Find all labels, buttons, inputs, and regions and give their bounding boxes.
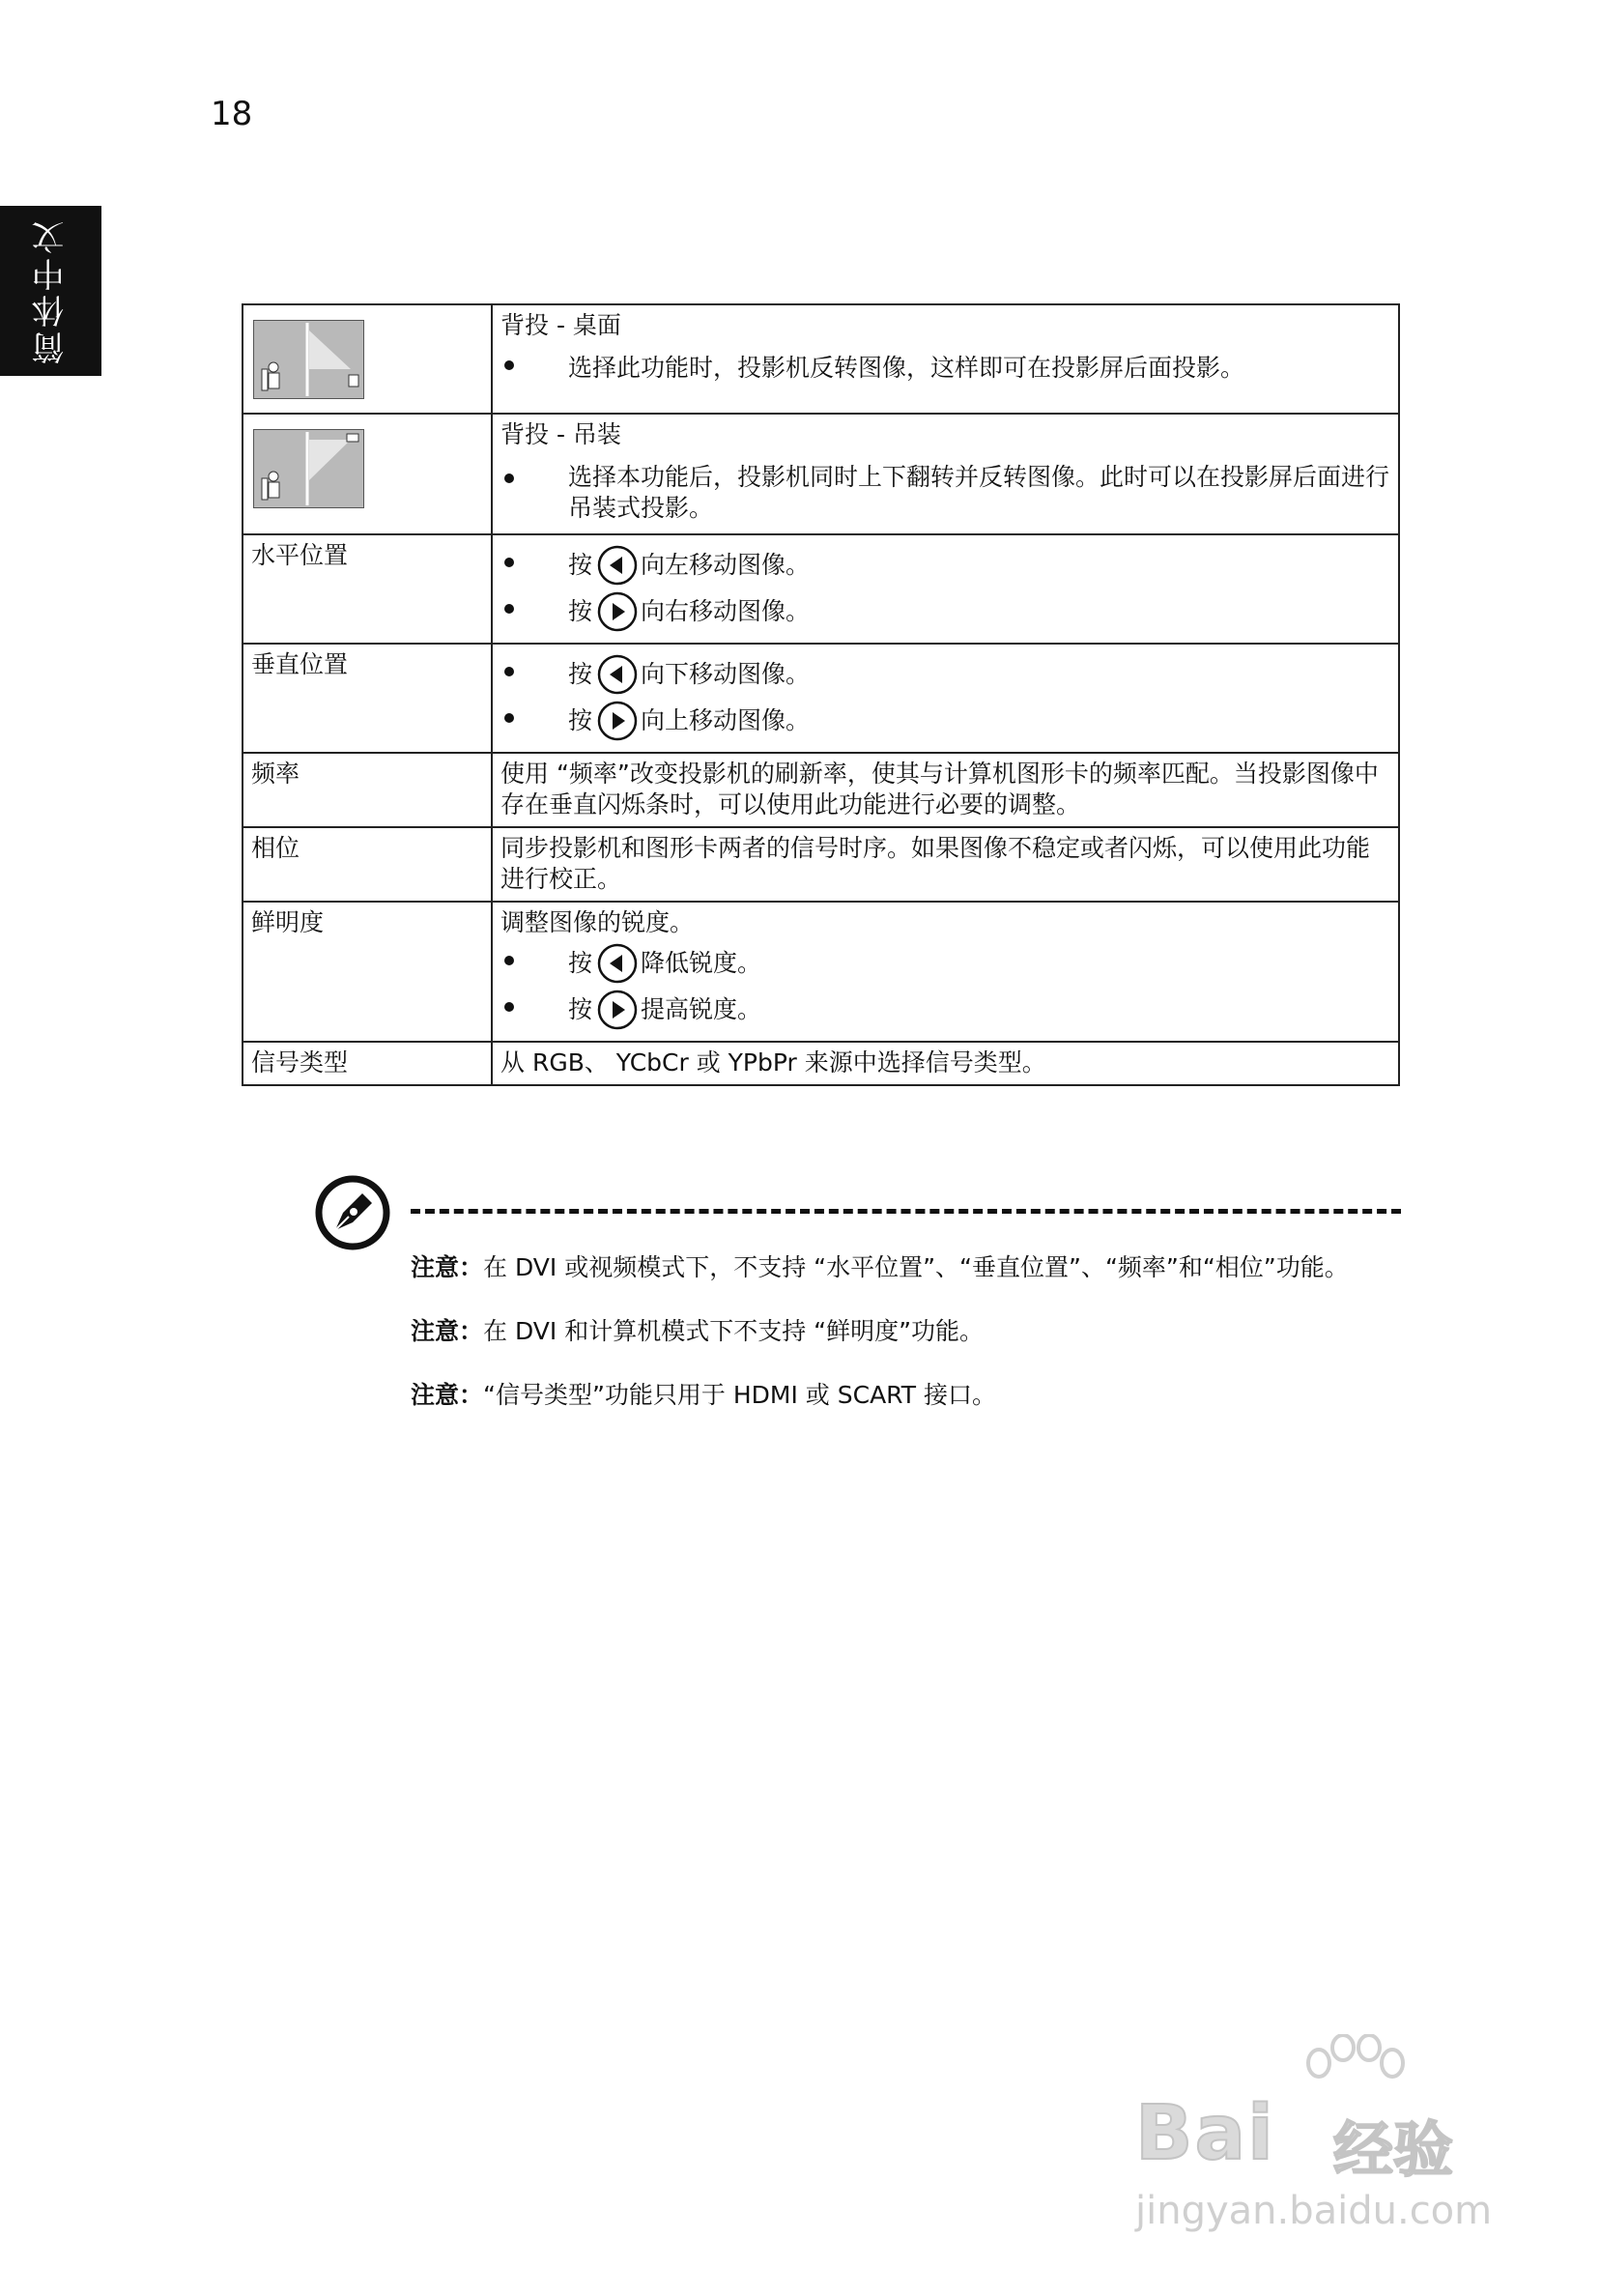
note-item: 注意：在 DVI 或视频模式下，不支持 “水平位置”、“垂直位置”、“频率”和“相位”功能。 — [411, 1253, 1349, 1281]
table-row — [243, 644, 1399, 753]
page-number: 18 — [211, 95, 253, 133]
row-content-cell — [492, 534, 1399, 644]
row-text: 同步投影机和图形卡两者的信号时序。如果图像不稳定或者闪烁，可以使用此功能进行校正。 — [492, 827, 1399, 902]
table-row — [243, 1042, 1399, 1085]
list-item: 按 提高锐度。 — [500, 989, 1390, 1031]
right-arrow-icon — [596, 989, 639, 1031]
list-item: 按 向右移动图像。 — [500, 590, 1390, 633]
watermark-brand-cn: 经验 — [1333, 2114, 1454, 2185]
list-item: 按 向左移动图像。 — [500, 544, 1390, 587]
note-divider — [411, 1209, 1401, 1214]
note-item: 注意：在 DVI 和计算机模式下不支持 “鲜明度”功能。 — [411, 1317, 985, 1345]
rear-ceiling-title: 背投 - 吊装 — [500, 420, 621, 448]
left-arrow-icon — [596, 942, 639, 985]
list-item: 按 降低锐度。 — [500, 942, 1390, 985]
left-arrow-icon — [596, 544, 639, 587]
baidu-watermark — [1126, 2034, 1512, 2237]
left-arrow-icon — [596, 653, 639, 696]
rear-ceiling-illustration — [253, 429, 364, 508]
language-side-tab-label: 简体中文 — [32, 217, 71, 364]
watermark-url: jingyan.baidu.com — [1135, 2189, 1493, 2233]
row-label: 相位 — [243, 827, 492, 902]
watermark-brand: Bai — [1135, 2090, 1275, 2177]
table-row — [243, 304, 1399, 414]
language-side-tab — [0, 206, 101, 376]
row-content-cell — [492, 902, 1399, 1042]
settings-table — [242, 303, 1400, 1086]
right-arrow-icon — [596, 590, 639, 633]
row-label: 频率 — [243, 753, 492, 827]
row-image-cell — [243, 304, 492, 414]
row-text: 从 RGB、 YCbCr 或 YPbPr 来源中选择信号类型。 — [492, 1042, 1399, 1085]
row-label: 水平位置 — [243, 534, 492, 644]
row-label: 垂直位置 — [243, 644, 492, 753]
rear-desktop-title: 背投 - 桌面 — [500, 311, 621, 339]
list-item: 按 向下移动图像。 — [500, 653, 1390, 696]
table-row — [243, 827, 1399, 902]
row-content-cell — [492, 644, 1399, 753]
row-content-cell — [492, 304, 1399, 414]
note-item: 注意：“信号类型”功能只用于 HDMI 或 SCART 接口。 — [411, 1381, 996, 1409]
list-item: 按 向上移动图像。 — [500, 700, 1390, 742]
rear-desktop-illustration — [253, 320, 364, 399]
table-row — [243, 414, 1399, 534]
row-image-cell — [243, 414, 492, 534]
list-item: 选择此功能时，投影机反转图像，这样即可在投影屏后面投影。 — [500, 347, 1390, 389]
right-arrow-icon — [596, 700, 639, 742]
table-row — [243, 534, 1399, 644]
table-row — [243, 902, 1399, 1042]
list-item: 选择本功能后，投影机同时上下翻转并反转图像。此时可以在投影屏后面进行吊装式投影。 — [500, 456, 1390, 524]
row-text: 使用 “频率”改变投影机的刷新率，使其与计算机图形卡的频率匹配。当投影图像中存在垂直闪烁条时，可以使用此功能进行必要的调整。 — [492, 753, 1399, 827]
table-row — [243, 753, 1399, 827]
row-content-cell — [492, 414, 1399, 534]
row-intro: 调整图像的锐度。 — [500, 908, 695, 936]
row-label: 信号类型 — [243, 1042, 492, 1085]
row-label: 鲜明度 — [243, 902, 492, 1042]
note-pen-icon — [314, 1174, 391, 1251]
